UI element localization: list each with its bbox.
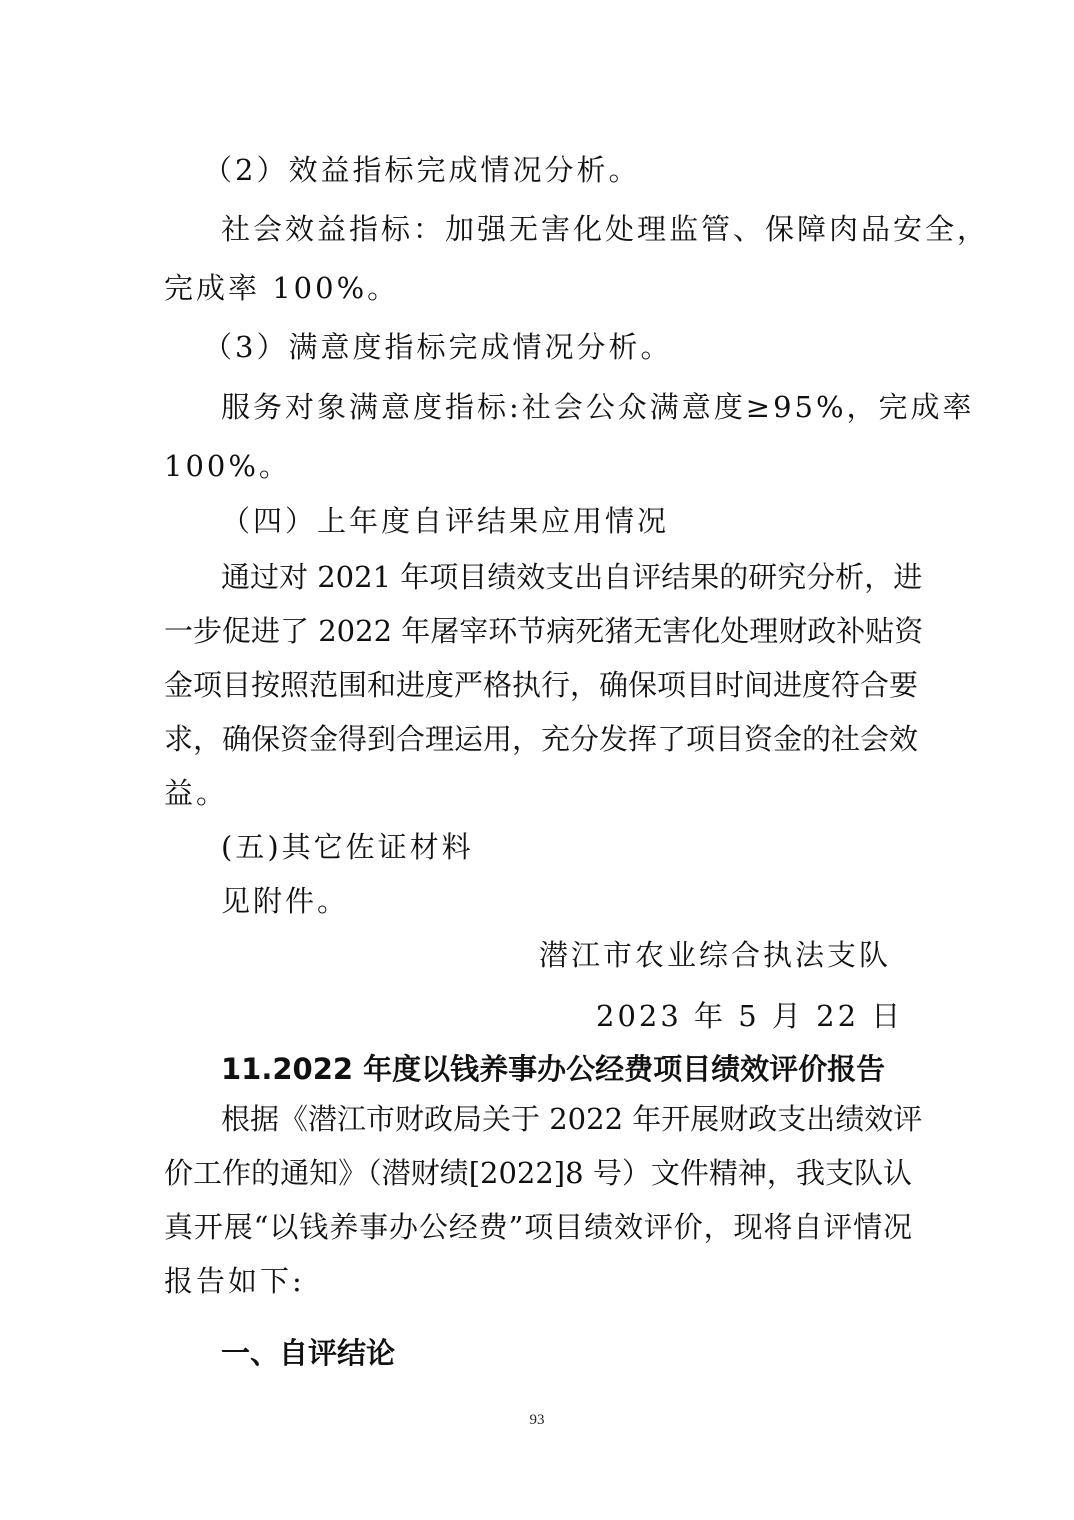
paragraph-line: 报告如下: (164, 1264, 305, 1298)
report-title: 11.2022 年度以钱养事办公经费项目绩效评价报告 (221, 1052, 886, 1086)
paragraph-line: 服务对象满意度指标:社会公众满意度≥95%，完成率 (221, 390, 975, 424)
paragraph-line: 价工作的通知》（潜财绩[2022]8 号）文件精神，我支队认 (164, 1156, 912, 1190)
section-heading-self-evaluation: 一、自评结论 (221, 1336, 396, 1370)
signature-organization: 潜江市农业综合执法支队 (539, 938, 892, 972)
paragraph-line: 见附件。 (221, 884, 350, 918)
paragraph-line: 求，确保资金得到合理运用，充分发挥了项目资金的社会效 (164, 722, 919, 756)
paragraph-line: 金项目按照范围和进度严格执行，确保项目时间进度符合要 (164, 668, 919, 702)
paragraph-line: 社会效益指标：加强无害化处理监管、保障肉品安全， (221, 212, 990, 246)
paragraph-line: 真开展“以钱养事办公经费”项目绩效评价，现将自评情况 (164, 1210, 912, 1244)
subsection-heading-satisfaction: （3）满意度指标完成情况分析。 (203, 330, 673, 364)
signature-date: 2023 年 5 月 22 日 (596, 999, 904, 1033)
paragraph-line: 100%。 (164, 449, 291, 483)
paragraph-line: 根据《潜江市财政局关于 2022 年开展财政支出绩效评 (221, 1102, 923, 1136)
section-heading-previous-results: （四）上年度自评结果应用情况 (221, 504, 670, 538)
paragraph-line: 通过对 2021 年项目绩效支出自评结果的研究分析，进 (221, 560, 923, 594)
paragraph-line: 益。 (164, 776, 229, 810)
subsection-heading-benefit: （2）效益指标完成情况分析。 (203, 153, 641, 187)
section-heading-other-evidence: (五)其它佐证材料 (221, 830, 474, 864)
paragraph-line: 一步促进了 2022 年屠宰环节病死猪无害化处理财政补贴资 (164, 614, 924, 648)
paragraph-line: 完成率 100%。 (164, 271, 400, 305)
page-number: 93 (529, 1412, 545, 1428)
